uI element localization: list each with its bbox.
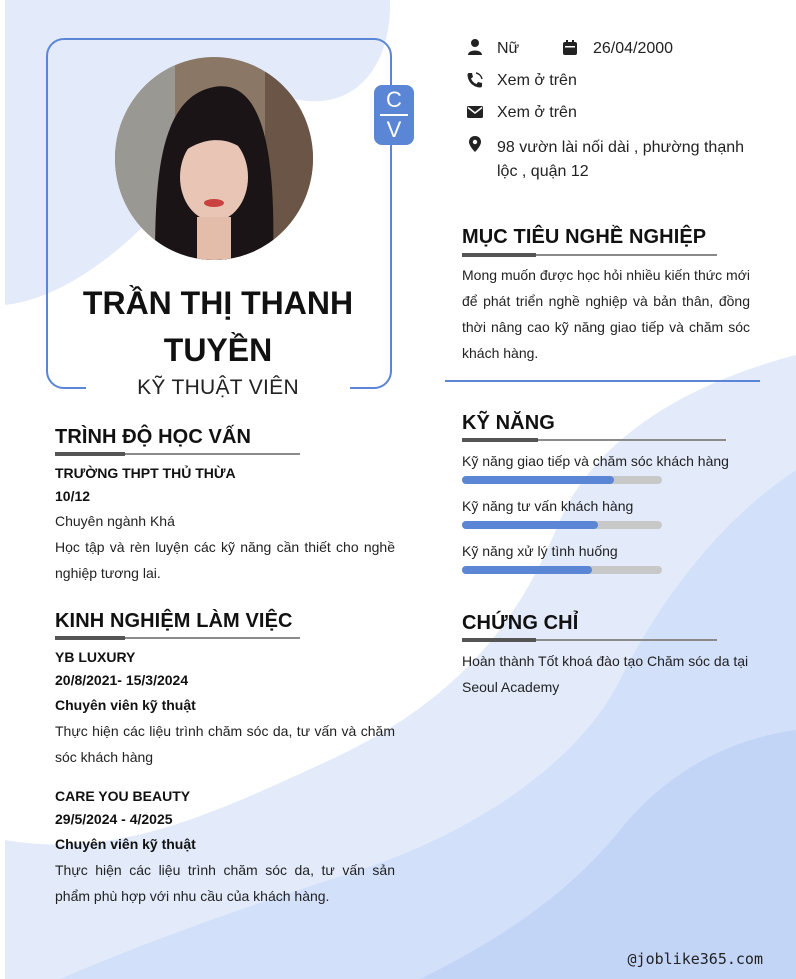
objective-text: Mong muốn được học hỏi nhiều kiến thức mới để phát triển nghề nghiệp và bản thân, đồng thời nâng cao kỹ năng giao tiếp và chăm sóc khách hàng. <box>462 267 750 361</box>
email-icon <box>466 103 484 121</box>
profile-photo <box>115 57 313 260</box>
cv-badge <box>374 85 414 145</box>
skill-bar-fill <box>462 476 614 484</box>
location-pin-icon <box>466 135 484 153</box>
certificates-heading-rule <box>462 639 717 641</box>
education-description: Học tập và rèn luyện các kỹ năng cần thiết cho nghề nghiệp tương lai. <box>55 539 395 581</box>
gender-value: Nữ <box>497 40 520 57</box>
job-company: YB LUXURY <box>55 649 136 665</box>
skills-heading-rule <box>462 439 726 441</box>
job-period: 29/5/2024 - 4/2025 <box>55 811 173 827</box>
birthdate-value: 26/04/2000 <box>593 40 674 57</box>
skill-bar <box>462 476 662 484</box>
education-school: TRƯỜNG THPT THỦ THỪA <box>55 465 236 481</box>
section-divider <box>445 380 760 382</box>
footer-watermark: @joblike365.com <box>627 950 763 968</box>
education-major: Chuyên ngành Khá <box>55 513 175 529</box>
job-description: Thực hiện các liệu trình chăm sóc da, tư vấn và chăm sóc khách hàng <box>55 723 395 765</box>
skill-bar-fill <box>462 566 592 574</box>
skill-label: Kỹ năng tư vấn khách hàng <box>462 498 634 514</box>
job-period: 20/8/2021- 15/3/2024 <box>55 672 189 688</box>
objective-heading: MỤC TIÊU NGHỀ NGHIỆP <box>462 226 707 248</box>
skill-bar-fill <box>462 521 598 529</box>
education-heading: TRÌNH ĐỘ HỌC VẤN <box>55 426 252 448</box>
address-value: 98 vườn lài nối dài , phường thạnh lộc , quận 12 <box>497 139 745 180</box>
skill-label: Kỹ năng giao tiếp và chăm sóc khách hàng <box>462 453 729 469</box>
certificates-heading: CHỨNG CHỈ <box>462 612 579 634</box>
objective-heading-rule <box>462 254 717 256</box>
education-grade: 10/12 <box>55 488 91 504</box>
skill-label: Kỹ năng xử lý tình huống <box>462 543 618 559</box>
job-description: Thực hiện các liệu trình chăm sóc da, tư vấn sản phẩm phù hợp với nhu cầu của khách hàng. <box>55 862 395 904</box>
cv-badge-v: V <box>386 117 402 142</box>
education-heading-rule <box>55 453 300 455</box>
phone-value: Xem ở trên <box>497 72 577 89</box>
portrait-image <box>115 57 313 260</box>
person-icon <box>466 38 484 56</box>
phone-icon <box>466 71 484 89</box>
experience-heading-rule <box>55 637 300 639</box>
candidate-name: TRẦN THỊ THANH TUYỀN <box>82 285 354 368</box>
candidate-role: KỸ THUẬT VIÊN <box>137 376 299 399</box>
experience-heading: KINH NGHIỆM LÀM VIỆC <box>55 610 293 632</box>
job-position: Chuyên viên kỹ thuật <box>55 697 196 713</box>
skill-bar <box>462 566 662 574</box>
job-position: Chuyên viên kỹ thuật <box>55 836 196 852</box>
calendar-icon <box>561 39 579 57</box>
skills-heading: KỸ NĂNG <box>462 412 555 434</box>
certificates-text: Hoàn thành Tốt khoá đào tạo Chăm sóc da tại Seoul Academy <box>462 653 749 695</box>
cv-badge-c: C <box>386 87 402 112</box>
job-company: CARE YOU BEAUTY <box>55 788 191 804</box>
email-value: Xem ở trên <box>497 104 577 121</box>
cv-badge-divider <box>380 114 408 116</box>
skill-bar <box>462 521 662 529</box>
